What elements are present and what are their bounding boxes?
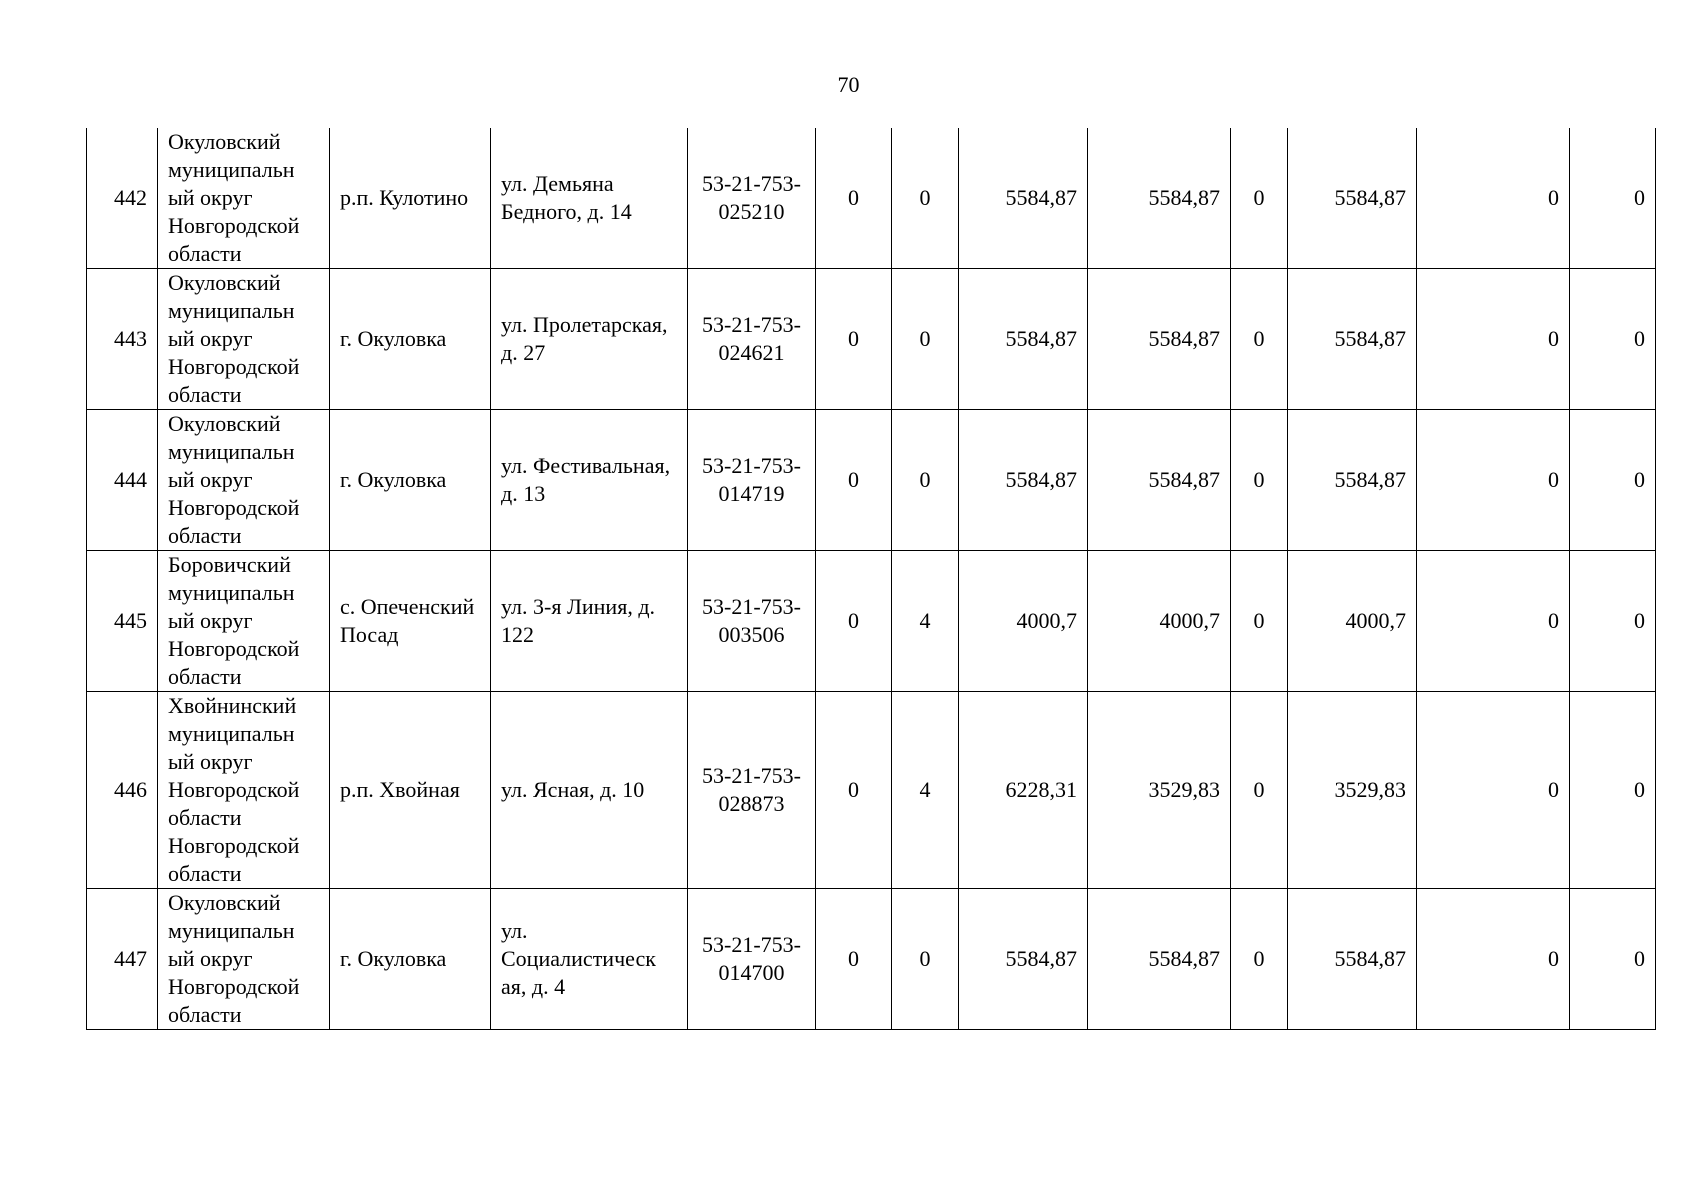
value-cell: 0 (1570, 692, 1656, 889)
address-cell: ул. Социалистическ ая, д. 4 (491, 889, 688, 1030)
district-cell: Хвойнинский муниципальн ый округ Новгородской области Новгородской области (158, 692, 330, 889)
registry-table (86, 128, 1656, 1030)
value-cell: 0 (1570, 551, 1656, 692)
value-cell: 0 (816, 889, 892, 1030)
value-cell: 0 (1417, 128, 1570, 269)
value-cell: 0 (816, 410, 892, 551)
address-cell: ул. Ясная, д. 10 (491, 692, 688, 889)
value-cell: 0 (1231, 128, 1288, 269)
value-cell: 0 (1231, 692, 1288, 889)
table-row (87, 269, 1656, 410)
value-cell: 0 (1417, 269, 1570, 410)
value-cell: 0 (1231, 551, 1288, 692)
value-cell: 5584,87 (959, 269, 1088, 410)
district-cell: Окуловский муниципальн ый округ Новгородской области (158, 128, 330, 269)
value-cell: 0 (1417, 889, 1570, 1030)
value-cell: 0 (816, 128, 892, 269)
value-cell: 0 (892, 410, 959, 551)
value-cell: 4 (892, 692, 959, 889)
value-cell: 0 (1570, 410, 1656, 551)
district-cell: Окуловский муниципальн ый округ Новгородской области (158, 269, 330, 410)
table-row (87, 889, 1656, 1030)
value-cell: 0 (1417, 551, 1570, 692)
locality-cell: р.п. Кулотино (330, 128, 491, 269)
cadastral-code-cell: 53-21-753-014700 (688, 889, 816, 1030)
address-cell: ул. 3-я Линия, д. 122 (491, 551, 688, 692)
row-number: 444 (87, 410, 158, 551)
value-cell: 0 (1417, 692, 1570, 889)
value-cell: 3529,83 (1088, 692, 1231, 889)
value-cell: 0 (892, 269, 959, 410)
value-cell: 0 (892, 128, 959, 269)
value-cell: 0 (1231, 889, 1288, 1030)
value-cell: 0 (816, 692, 892, 889)
table-row (87, 551, 1656, 692)
value-cell: 0 (1570, 889, 1656, 1030)
locality-cell: с. Опеченский Посад (330, 551, 491, 692)
address-cell: ул. Пролетарская, д. 27 (491, 269, 688, 410)
address-cell: ул. Фестивальная, д. 13 (491, 410, 688, 551)
row-number: 447 (87, 889, 158, 1030)
locality-cell: г. Окуловка (330, 889, 491, 1030)
value-cell: 0 (1231, 410, 1288, 551)
table-row (87, 128, 1656, 269)
value-cell: 0 (1570, 128, 1656, 269)
value-cell: 0 (892, 889, 959, 1030)
value-cell: 5584,87 (1088, 889, 1231, 1030)
value-cell: 5584,87 (1088, 410, 1231, 551)
district-cell: Боровичский муниципальн ый округ Новгородской области (158, 551, 330, 692)
locality-cell: г. Окуловка (330, 410, 491, 551)
table-row (87, 692, 1656, 889)
value-cell: 0 (1417, 410, 1570, 551)
cadastral-code-cell: 53-21-753-025210 (688, 128, 816, 269)
locality-cell: г. Окуловка (330, 269, 491, 410)
cadastral-code-cell: 53-21-753-024621 (688, 269, 816, 410)
value-cell: 5584,87 (1288, 889, 1417, 1030)
value-cell: 0 (816, 551, 892, 692)
value-cell: 5584,87 (1288, 269, 1417, 410)
district-cell: Окуловский муниципальн ый округ Новгородской области (158, 410, 330, 551)
row-number: 445 (87, 551, 158, 692)
value-cell: 3529,83 (1288, 692, 1417, 889)
value-cell: 4 (892, 551, 959, 692)
value-cell: 5584,87 (959, 410, 1088, 551)
cadastral-code-cell: 53-21-753-003506 (688, 551, 816, 692)
value-cell: 0 (1231, 269, 1288, 410)
page-number: 70 (837, 72, 860, 97)
value-cell: 5584,87 (1288, 128, 1417, 269)
value-cell: 5584,87 (959, 128, 1088, 269)
row-number: 442 (87, 128, 158, 269)
value-cell: 0 (816, 269, 892, 410)
value-cell: 6228,31 (959, 692, 1088, 889)
district-cell: Окуловский муниципальн ый округ Новгородской области (158, 889, 330, 1030)
address-cell: ул. Демьяна Бедного, д. 14 (491, 128, 688, 269)
value-cell: 5584,87 (959, 889, 1088, 1030)
value-cell: 5584,87 (1288, 410, 1417, 551)
locality-cell: р.п. Хвойная (330, 692, 491, 889)
cadastral-code-cell: 53-21-753-014719 (688, 410, 816, 551)
table-row (87, 410, 1656, 551)
value-cell: 5584,87 (1088, 269, 1231, 410)
value-cell: 5584,87 (1088, 128, 1231, 269)
value-cell: 4000,7 (1288, 551, 1417, 692)
value-cell: 0 (1570, 269, 1656, 410)
cadastral-code-cell: 53-21-753-028873 (688, 692, 816, 889)
value-cell: 4000,7 (959, 551, 1088, 692)
row-number: 443 (87, 269, 158, 410)
value-cell: 4000,7 (1088, 551, 1231, 692)
row-number: 446 (87, 692, 158, 889)
